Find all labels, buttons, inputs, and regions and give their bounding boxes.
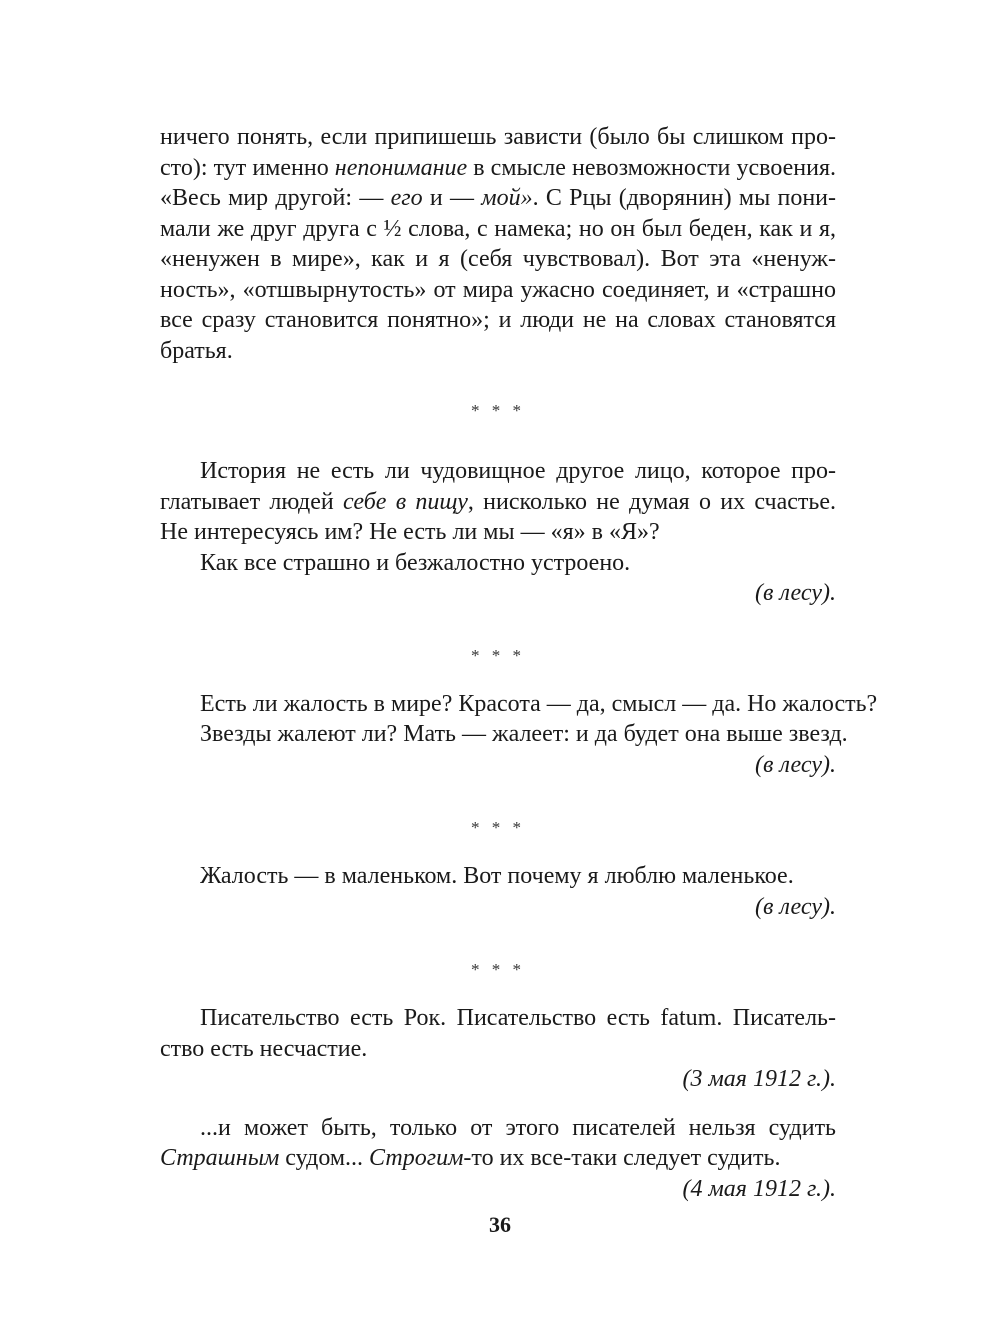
text-line: братья.: [160, 337, 233, 364]
text-line: Не интересуясь им? Не есть ли мы — «я» в «Я»?: [160, 519, 660, 545]
text-line: ство есть несчастие.: [160, 1035, 368, 1062]
paragraph-3: [160, 689, 878, 781]
text-line: ность», «отшвырнутость» от мира ужасно соединяет, и «страшно: [160, 276, 836, 303]
paragraph-4: [160, 861, 836, 922]
text-line: все сразу становится понятно»; и люди не на словах становятся: [160, 307, 836, 333]
text-line: «Весь мир другой: — его и — мой». С Рцы (дворянин) мы пони-: [160, 185, 837, 211]
text-line: сто): тут именно непонимание в смысле невозможности усвоения.: [160, 154, 836, 181]
date-note: (3 мая 1912 г.).: [682, 1066, 836, 1092]
text-line: История не есть ли чудовищное другое лицо, которое про-: [200, 458, 836, 484]
paragraph-5: [160, 1003, 836, 1095]
text-line: мали же друг друга с ½ слова, с намека; но он был беден, как и я,: [160, 215, 836, 242]
section-separator: * * *: [471, 645, 525, 665]
date-note: (4 мая 1912 г.).: [682, 1175, 836, 1202]
emphasis: непонимание: [334, 154, 468, 181]
text-line: Как все страшно и безжалостно устроено.: [200, 549, 631, 576]
section-separator: * * *: [471, 401, 525, 420]
paragraph-1: [160, 122, 836, 366]
paragraph-6: [160, 1113, 836, 1205]
text-line: «ненужен в мире», как и я (себя чувствовал). Вот эта «ненуж-: [160, 246, 836, 272]
emphasis: его: [390, 185, 423, 211]
text-line: ...и может быть, только от этого писателей нельзя судить: [200, 1114, 836, 1141]
section-separator: * * *: [471, 960, 525, 979]
emphasis: мой»: [481, 185, 533, 211]
text-line: Есть ли жалость в мире? Красота — да, смысл — да. Но жалость?: [200, 690, 878, 717]
section-separator: * * *: [471, 818, 525, 837]
emphasis: себе в пищу: [343, 488, 468, 515]
text-line: ничего понять, если припишешь зависти (было бы слишком про-: [160, 124, 836, 150]
emphasis: Страшным: [160, 1145, 280, 1171]
text-line: Страшным судом... Строгим-то их все-таки следует судить.: [160, 1145, 781, 1171]
text-line: глатывает людей себе в пищу, нисколько не думая о их счастье.: [160, 488, 837, 515]
text-line: Звезды жалеют ли? Мать — жалеет: и да будет она выше звезд.: [200, 721, 848, 747]
text-line: Жалость — в маленьком. Вот почему я люблю маленькое.: [200, 863, 794, 889]
date-note: (в лесу).: [755, 580, 836, 606]
page-number: 36: [489, 1212, 511, 1237]
paragraph-2: [160, 456, 836, 609]
date-note: (в лесу).: [755, 751, 836, 778]
date-note: (в лесу).: [755, 893, 836, 920]
text-line: Писательство есть Рок. Писательство есть fatum. Писатель-: [200, 1005, 836, 1031]
emphasis: Строгим: [369, 1145, 464, 1171]
page-body: [160, 122, 878, 1204]
